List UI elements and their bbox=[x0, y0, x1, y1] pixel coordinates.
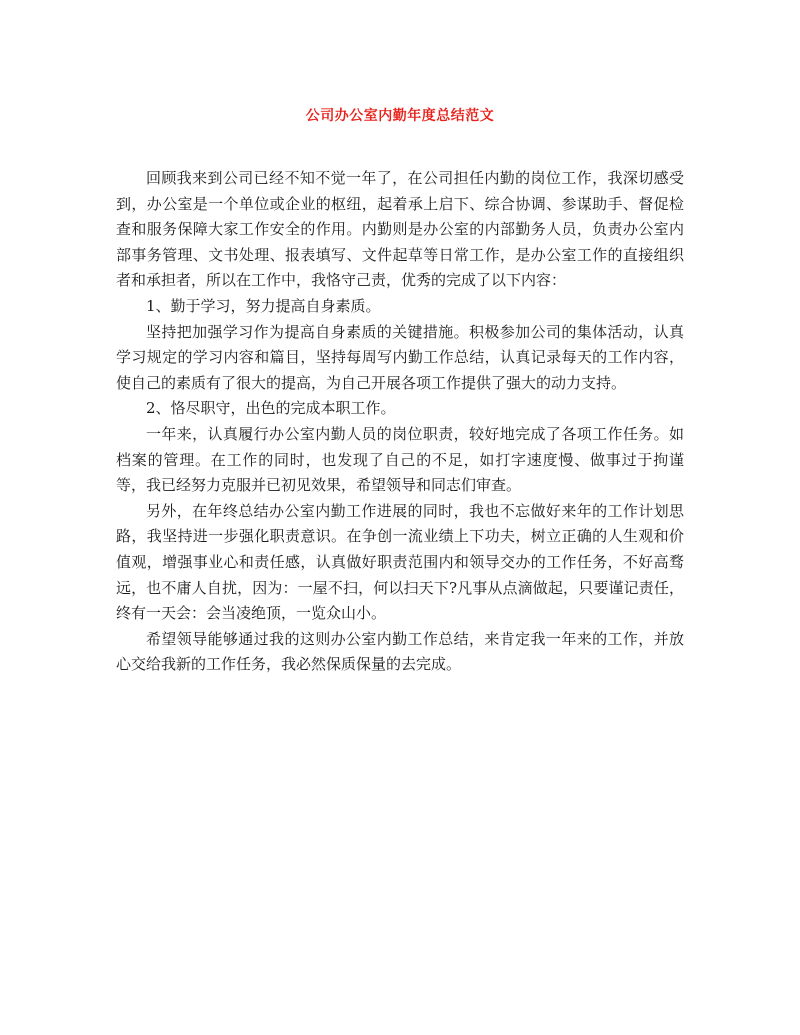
paragraph-study: 坚持把加强学习作为提高自身素质的关键措施。积极参加公司的集体活动，认真学习规定的学习内容和篇目，坚持每周写内勤工作总结，认真记录每天的工作内容，使自己的素质有了很大的提高，为自己开展各项工作提供了强大的动力支持。 bbox=[116, 322, 684, 392]
paragraph-closing: 希望领导能够通过我的这则办公室内勤工作总结，来肯定我一年来的工作，并放心交给我新的工作任务，我必然保质保量的去完成。 bbox=[116, 629, 684, 674]
paragraph-heading-1: 1、勤于学习，努力提高自身素质。 bbox=[146, 296, 381, 315]
paragraph-heading-2: 2、恪尽职守，出色的完成本职工作。 bbox=[146, 399, 396, 418]
paragraph-intro: 回顾我来到公司已经不知不觉一年了，在公司担任内勤的岗位工作，我深切感受到，办公室是一个单位或企业的枢纽，起着承上启下、综合协调、参谋助手、督促检查和服务保障大家工作安全的作用。内勤则是办公室的内部勤务人员，负责办公室内部事务管理、文书处理、报表填写、文件起草等日常工作，是办公室工作的直接组织者和承担者，所以在工作中，我恪守己责，优秀的完成了以下内容： bbox=[116, 169, 684, 290]
paragraph-duty: 一年来，认真履行办公室内勤人员的岗位职责，较好地完成了各项工作任务。如档案的管理。在工作的同时，也发现了自己的不足，如打字速度慢、做事过于拘谨等，我已经努力克服并已初见效果，希望领导和同志们审查。 bbox=[116, 424, 684, 495]
document-body bbox=[116, 166, 684, 678]
paragraph-plan: 另外，在年终总结办公室内勤工作进展的同时，我也不忘做好来年的工作计划思路，我坚持进一步强化职责意识。在争创一流业绩上下功夫，树立正确的人生观和价值观，增强事业心和责任感，认真做好职责范围内和领导交办的工作任务，不好高骛远，也不庸人自扰，因为：一屋不扫，何以扫天下?凡事从点滴做起，只要谨记责任，终有一天会：会当凌绝顶，一览众山小。 bbox=[116, 501, 684, 623]
document-title: 公司办公室内勤年度总结范文 bbox=[305, 108, 495, 124]
